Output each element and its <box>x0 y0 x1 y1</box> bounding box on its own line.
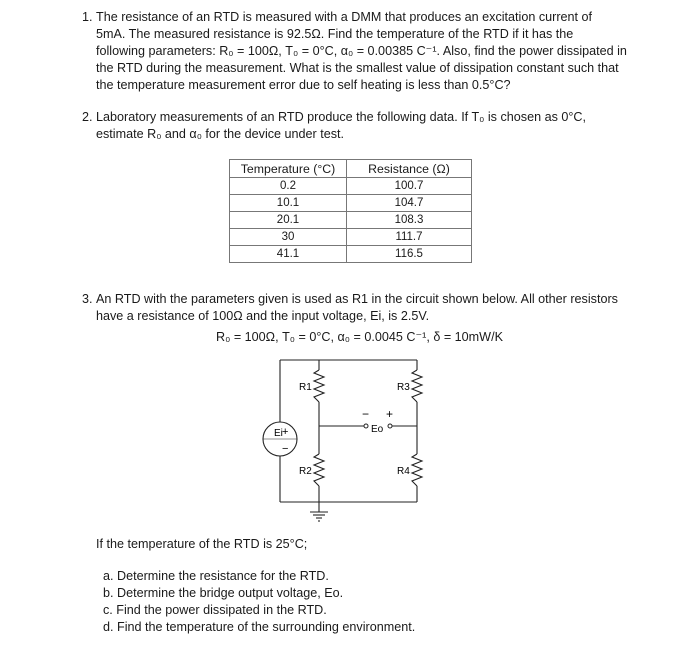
question-3-line: An RTD with the parameters given is used as R1 in the circuit shown below. All other resistors <box>96 292 618 306</box>
question-2-number: 2. <box>82 110 93 124</box>
question-1-line: the RTD during the measurement. What is the smallest value of dissipation constant such that <box>96 61 619 75</box>
table-cell-resistance: 100.7 <box>347 178 472 195</box>
table-cell-resistance: 111.7 <box>347 229 472 246</box>
output-plus-sign: + <box>386 407 394 421</box>
temperature-condition: If the temperature of the RTD is 25°C; <box>96 537 308 551</box>
part-b: b. Determine the bridge output voltage, Eo. <box>103 586 344 600</box>
question-2-line: estimate R₀ and α₀ for the device under test. <box>96 127 345 141</box>
question-1-number: 1. <box>82 10 93 24</box>
ground-icon <box>310 512 328 521</box>
table-cell-resistance: 108.3 <box>347 212 472 229</box>
source-label: Ei <box>274 428 283 439</box>
output-terminal-minus <box>364 424 368 428</box>
question-3-number: 3. <box>82 292 93 306</box>
question-1-line: the temperature measurement error due to self heating is less than 0.5°C? <box>96 78 511 92</box>
r1-resistor-symbol <box>314 370 324 402</box>
r1-label: R1 <box>299 382 312 393</box>
question-1 <box>82 9 642 94</box>
table-cell-temperature: 10.1 <box>230 195 347 212</box>
part-a: a. Determine the resistance for the RTD. <box>103 569 329 583</box>
question-2 <box>82 109 642 143</box>
output-terminal-plus <box>388 424 392 428</box>
r4-resistor-symbol <box>412 454 422 486</box>
table-row <box>230 178 472 195</box>
table-cell-temperature: 41.1 <box>230 246 347 263</box>
source-plus-sign: + <box>282 426 289 438</box>
output-label: Eo <box>371 424 384 435</box>
part-c: c. Find the power dissipated in the RTD. <box>103 603 327 617</box>
rtd-data-table <box>229 159 472 263</box>
rtd-parameters: R₀ = 100Ω, T₀ = 0°C, α₀ = 0.0045 C⁻¹, δ = 10mW/K <box>216 330 503 344</box>
r3-label: R3 <box>397 382 410 393</box>
question-3 <box>82 291 682 325</box>
table-row <box>230 212 472 229</box>
r4-label: R4 <box>397 466 410 477</box>
source-minus-sign: − <box>282 443 289 455</box>
table-header-row <box>230 160 472 178</box>
output-minus-sign: − <box>362 407 370 421</box>
r3-resistor-symbol <box>412 370 422 402</box>
r2-label: R2 <box>299 466 312 477</box>
question-3-line: have a resistance of 100Ω and the input voltage, Ei, is 2.5V. <box>96 309 430 323</box>
table-cell-resistance: 116.5 <box>347 246 472 263</box>
table-cell-temperature: 20.1 <box>230 212 347 229</box>
question-3-parts <box>103 568 415 636</box>
bridge-circuit-diagram <box>240 352 460 530</box>
part-d: d. Find the temperature of the surrounding environment. <box>103 620 416 634</box>
table-row <box>230 246 472 263</box>
question-1-line: The resistance of an RTD is measured with a DMM that produces an excitation current of <box>96 10 593 24</box>
question-1-line: 5mA. The measured resistance is 92.5Ω. Find the temperature of the RTD if it has the <box>96 27 574 41</box>
question-1-line: following parameters: R₀ = 100Ω, T₀ = 0°C, α₀ = 0.00385 C⁻¹. Also, find the power dissipated in <box>96 44 627 58</box>
r2-resistor-symbol <box>314 454 324 486</box>
table-cell-temperature: 30 <box>230 229 347 246</box>
table-row <box>230 229 472 246</box>
question-2-line: Laboratory measurements of an RTD produce the following data. If T₀ is chosen as 0°C, <box>96 110 587 124</box>
table-row <box>230 195 472 212</box>
table-cell-temperature: 0.2 <box>230 178 347 195</box>
table-cell-resistance: 104.7 <box>347 195 472 212</box>
table-header-resistance: Resistance (Ω) <box>347 160 472 178</box>
table-header-temperature: Temperature (°C) <box>230 160 347 178</box>
